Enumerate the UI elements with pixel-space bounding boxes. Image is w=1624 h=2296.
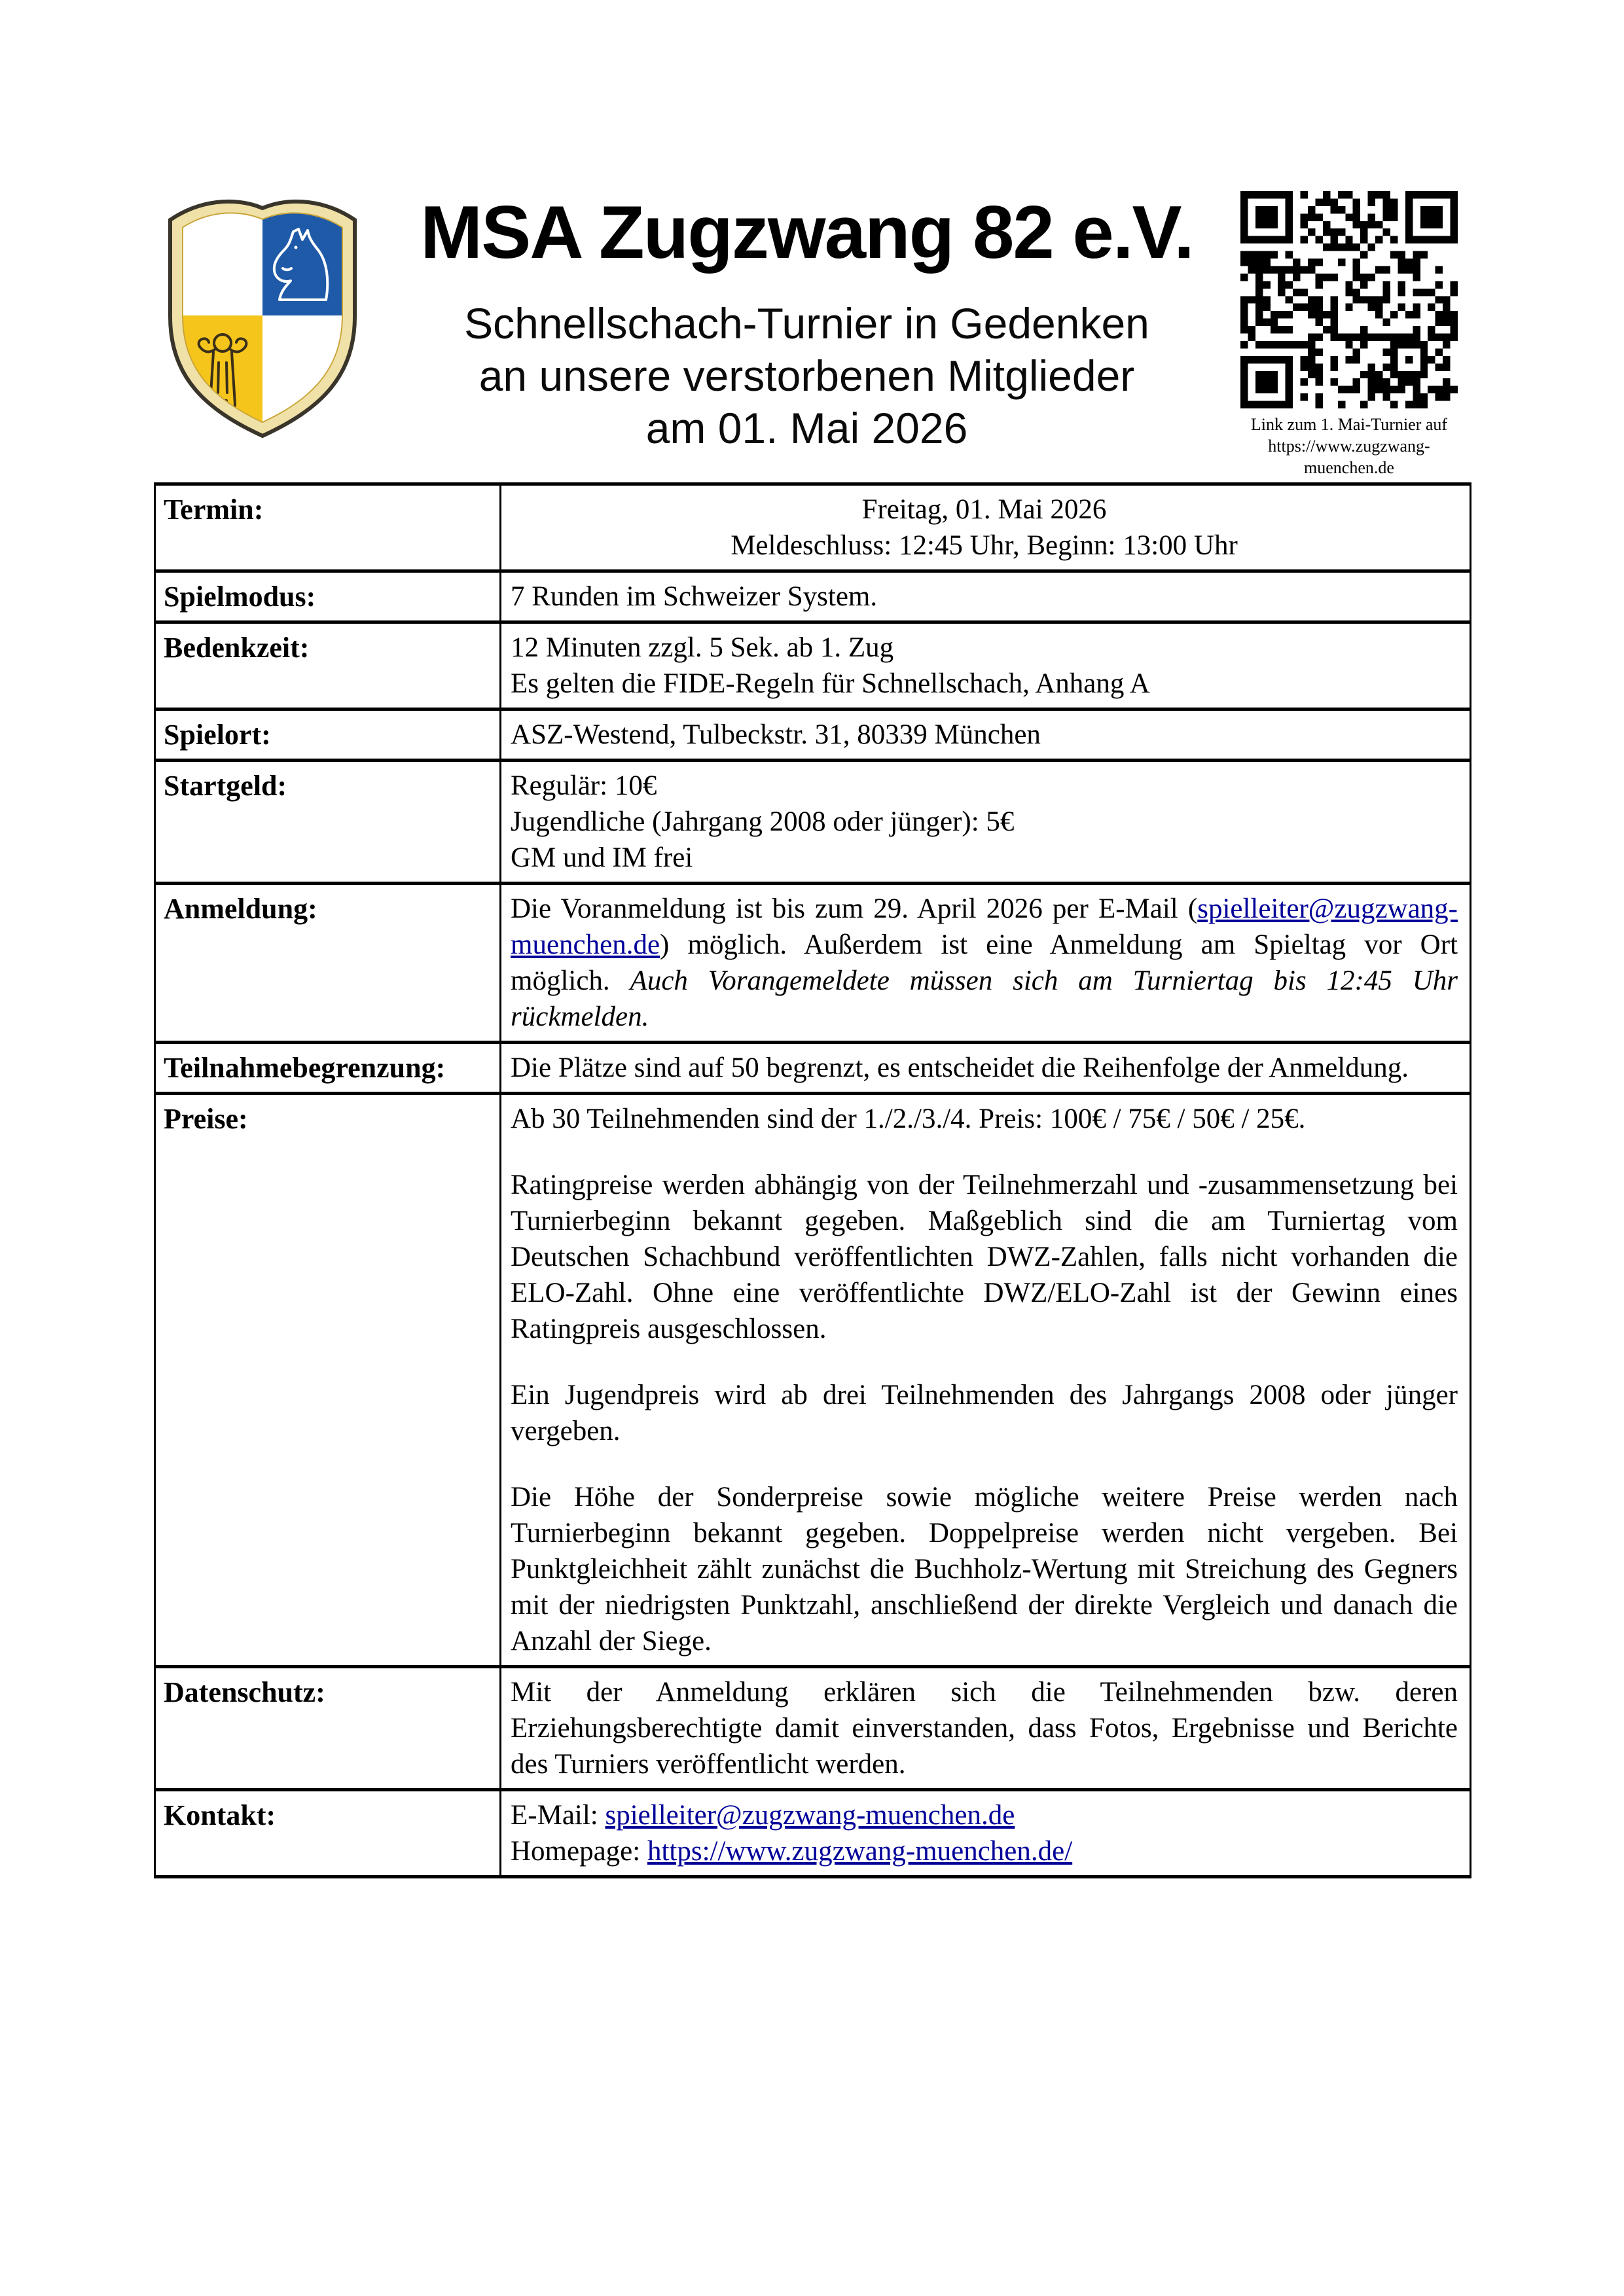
preise-para-3: Ein Jugendpreis wird ab drei Teilnehmenden des Jahrgangs 2008 oder jünger vergeben.	[511, 1380, 1458, 1446]
termin-line-1: Freitag, 01. Mai 2026	[861, 494, 1107, 525]
row-label-spielmodus: Spielmodus:	[155, 571, 501, 622]
tournament-info-table	[154, 482, 1471, 1878]
row-content-kontakt	[501, 1790, 1471, 1877]
preise-para-1: Ab 30 Teilnehmenden sind der 1./2./3./4. Preis: 100€ / 75€ / 50€ / 25€.	[511, 1103, 1306, 1134]
header	[383, 191, 1231, 454]
kontakt-email-link[interactable]: spielleiter@zugzwang-muenchen.de	[605, 1800, 1015, 1831]
anmeldung-italic-note: Auch Vorangemeldete müssen sich am Turniertag bis 12:45 Uhr rückmelden.	[511, 965, 1458, 1032]
row-label-kontakt: Kontakt:	[155, 1790, 501, 1877]
startgeld-line-3: GM und IM frei	[511, 842, 693, 873]
anmeldung-text-before-link: Die Voranmeldung ist bis zum 29. April 2026 per E-Mail (	[511, 893, 1198, 924]
row-label-startgeld: Startgeld:	[155, 761, 501, 884]
row-label-bedenkzeit: Bedenkzeit:	[155, 622, 501, 709]
row-content-preise	[501, 1094, 1471, 1667]
row-label-termin: Termin:	[155, 484, 501, 571]
anmeldung-text-after-link: ) möglich. Außerdem ist eine Anmeldung am Spieltag vor Ort möglich.	[511, 929, 1458, 996]
table-row-kontakt	[155, 1790, 1471, 1877]
table-row-bedenkzeit	[155, 622, 1471, 709]
page-title: MSA Zugzwang 82 e.V.	[420, 191, 1193, 274]
preise-para-4: Die Höhe der Sonderpreise sowie mögliche weitere Preise werden nach Turnierbeginn bekannt gegeben. Doppelpreise werden nicht vergeben. Bei Punktgleichheit zählt zunächst die Buchholz-Wertung mit Streichung des Gegners mit der niedrigsten Punktzahl, anschließend der direkte Vergleich und danach die Anzahl der Siege.	[511, 1482, 1458, 1657]
startgeld-line-2: Jugendliche (Jahrgang 2008 oder jünger): 5€	[511, 806, 1015, 837]
row-label-teilnahmebegrenzung: Teilnahmebegrenzung:	[155, 1043, 501, 1094]
table-row-preise	[155, 1094, 1471, 1667]
row-content-spielmodus: 7 Runden im Schweizer System.	[501, 571, 1471, 622]
qr-block	[1229, 191, 1469, 478]
preise-para-2: Ratingpreise werden abhängig von der Teilnehmerzahl und -zusammensetzung bei Turnierbeginn bekannt gegeben. Maßgeblich sind die am Turniertag vom Deutschen Schachbund veröffentlichten DWZ-Zahlen, falls nicht vorhanden die ELO-Zahl. Ohne eine veröffentlichte DWZ/ELO-Zahl ist der Gewinn eines Ratingpreis ausgeschlossen.	[511, 1170, 1458, 1344]
qr-code	[1240, 191, 1458, 408]
row-content-bedenkzeit	[501, 622, 1471, 709]
row-content-termin	[501, 484, 1471, 571]
row-content-datenschutz: Mit der Anmeldung erklären sich die Teilnehmenden bzw. deren Erziehungsberechtigte damit einverstanden, dass Fotos, Ergebnisse und Berichte des Turniers veröffentlicht werden.	[501, 1667, 1471, 1790]
kontakt-email-line	[511, 1797, 1458, 1833]
startgeld-line-1: Regulär: 10€	[511, 770, 657, 801]
kontakt-homepage-line	[511, 1833, 1458, 1869]
table-row-datenschutz	[155, 1667, 1471, 1790]
row-label-preise: Preise:	[155, 1094, 501, 1667]
page-subtitle	[383, 297, 1231, 454]
table-row-teilnahmebegrenzung	[155, 1043, 1471, 1094]
anmeldung-email-link[interactable]: spielleiter@zugzwang-muenchen.de	[511, 893, 1458, 960]
table-row-termin	[155, 484, 1471, 571]
row-label-datenschutz: Datenschutz:	[155, 1667, 501, 1790]
subtitle-line-2: an unsere verstorbenen Mitglieder	[478, 351, 1135, 400]
row-content-anmeldung	[501, 884, 1471, 1043]
kontakt-homepage-label: Homepage:	[511, 1836, 647, 1867]
subtitle-line-1: Schnellschach-Turnier in Gedenken	[464, 299, 1149, 348]
table-row-spielmodus	[155, 571, 1471, 622]
bedenkzeit-line-1: 12 Minuten zzgl. 5 Sek. ab 1. Zug	[511, 632, 894, 663]
subtitle-line-3: am 01. Mai 2026	[645, 404, 968, 452]
bedenkzeit-line-2: Es gelten die FIDE-Regeln für Schnellschach, Anhang A	[511, 668, 1150, 699]
row-content-teilnahmebegrenzung: Die Plätze sind auf 50 begrenzt, es entscheidet die Reihenfolge der Anmeldung.	[501, 1043, 1471, 1094]
qr-caption-line-2: https://www.zugzwang-muenchen.de	[1268, 437, 1430, 477]
kontakt-email-label: E-Mail:	[511, 1800, 605, 1831]
row-label-spielort: Spielort:	[155, 709, 501, 761]
table-row-anmeldung	[155, 884, 1471, 1043]
kontakt-homepage-link[interactable]: https://www.zugzwang-muenchen.de/	[647, 1836, 1073, 1867]
club-crest-logo	[161, 191, 364, 440]
table-row-spielort	[155, 709, 1471, 761]
row-label-anmeldung: Anmeldung:	[155, 884, 501, 1043]
qr-caption	[1229, 414, 1469, 478]
qr-caption-line-1: Link zum 1. Mai-Turnier auf	[1250, 415, 1448, 434]
table-row-startgeld	[155, 761, 1471, 884]
row-content-spielort: ASZ-Westend, Tulbeckstr. 31, 80339 München	[501, 709, 1471, 761]
row-content-startgeld	[501, 761, 1471, 884]
termin-line-2: Meldeschluss: 12:45 Uhr, Beginn: 13:00 Uhr	[731, 530, 1238, 561]
